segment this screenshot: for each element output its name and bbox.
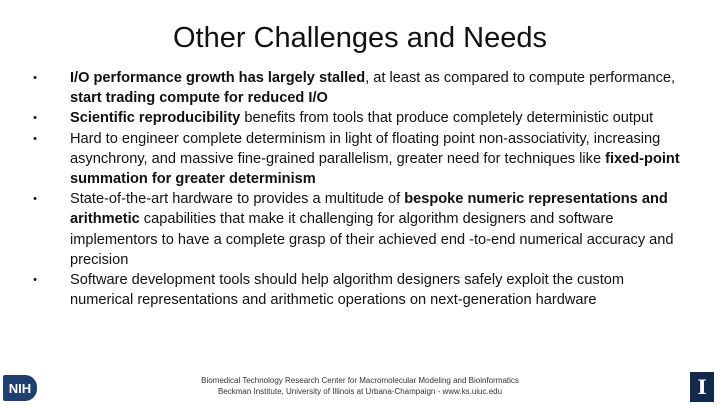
bullet-marker: • <box>33 132 37 145</box>
slide-title: Other Challenges and Needs <box>172 22 547 54</box>
bullet-text: State-of-the-art hardware to provides a multitude of <box>70 191 405 208</box>
bullet-item <box>30 270 690 310</box>
bullet-marker: • <box>33 112 37 125</box>
illinois-logo-text: I <box>697 375 707 399</box>
bullet-text-bold: Scientific reproducibility <box>70 110 241 127</box>
nih-logo-text: NIH <box>8 380 32 396</box>
bullet-text: Hard to engineer complete determinism in light of floating point non-associativity, increasing asynchrony, and massive fine-grained parallelism, greater need for techniques like <box>70 130 661 167</box>
bullet-text-bold: start trading compute for reduced I/O <box>70 90 328 107</box>
footer <box>0 376 720 397</box>
bullet-item <box>30 108 690 128</box>
bullet-text: capabilities that make it challenging for algorithm designers and software implementors to have a complete grasp of their achieved end -to-end numerical accuracy and precision <box>70 211 674 268</box>
illinois-logo <box>690 372 714 402</box>
footer-line-2: Beckman Institute, University of Illinois at Urbana-Champaign - www.ks.uiuc.edu <box>217 386 503 396</box>
bullet-text-bold: fixed-point summation for greater determinism <box>70 150 680 188</box>
bullet-marker: • <box>33 72 37 84</box>
bullet-marker: • <box>33 274 37 287</box>
bullet-text: Software development tools should help algorithm designers safely exploit the custom numerical representations and arithmetic operations on next-generation hardware <box>70 272 625 309</box>
bullet-item <box>30 129 690 190</box>
footer-line-1: Biomedical Technology Research Center for Macromolecular Modeling and Bioinformatics <box>201 376 519 385</box>
nih-logo <box>3 375 37 401</box>
bullet-text-bold: I/O performance growth has largely stalled <box>70 70 366 86</box>
bullet-list <box>30 68 690 310</box>
bullet-item <box>30 189 690 270</box>
bullet-text-bold: bespoke numeric representations and arithmetic <box>70 191 668 228</box>
bullet-text: , at least as compared to compute performance, <box>365 70 676 86</box>
bullet-marker: • <box>33 193 37 206</box>
bullet-text: benefits from tools that produce completely deterministic output <box>240 110 654 127</box>
bullet-item <box>30 68 690 108</box>
